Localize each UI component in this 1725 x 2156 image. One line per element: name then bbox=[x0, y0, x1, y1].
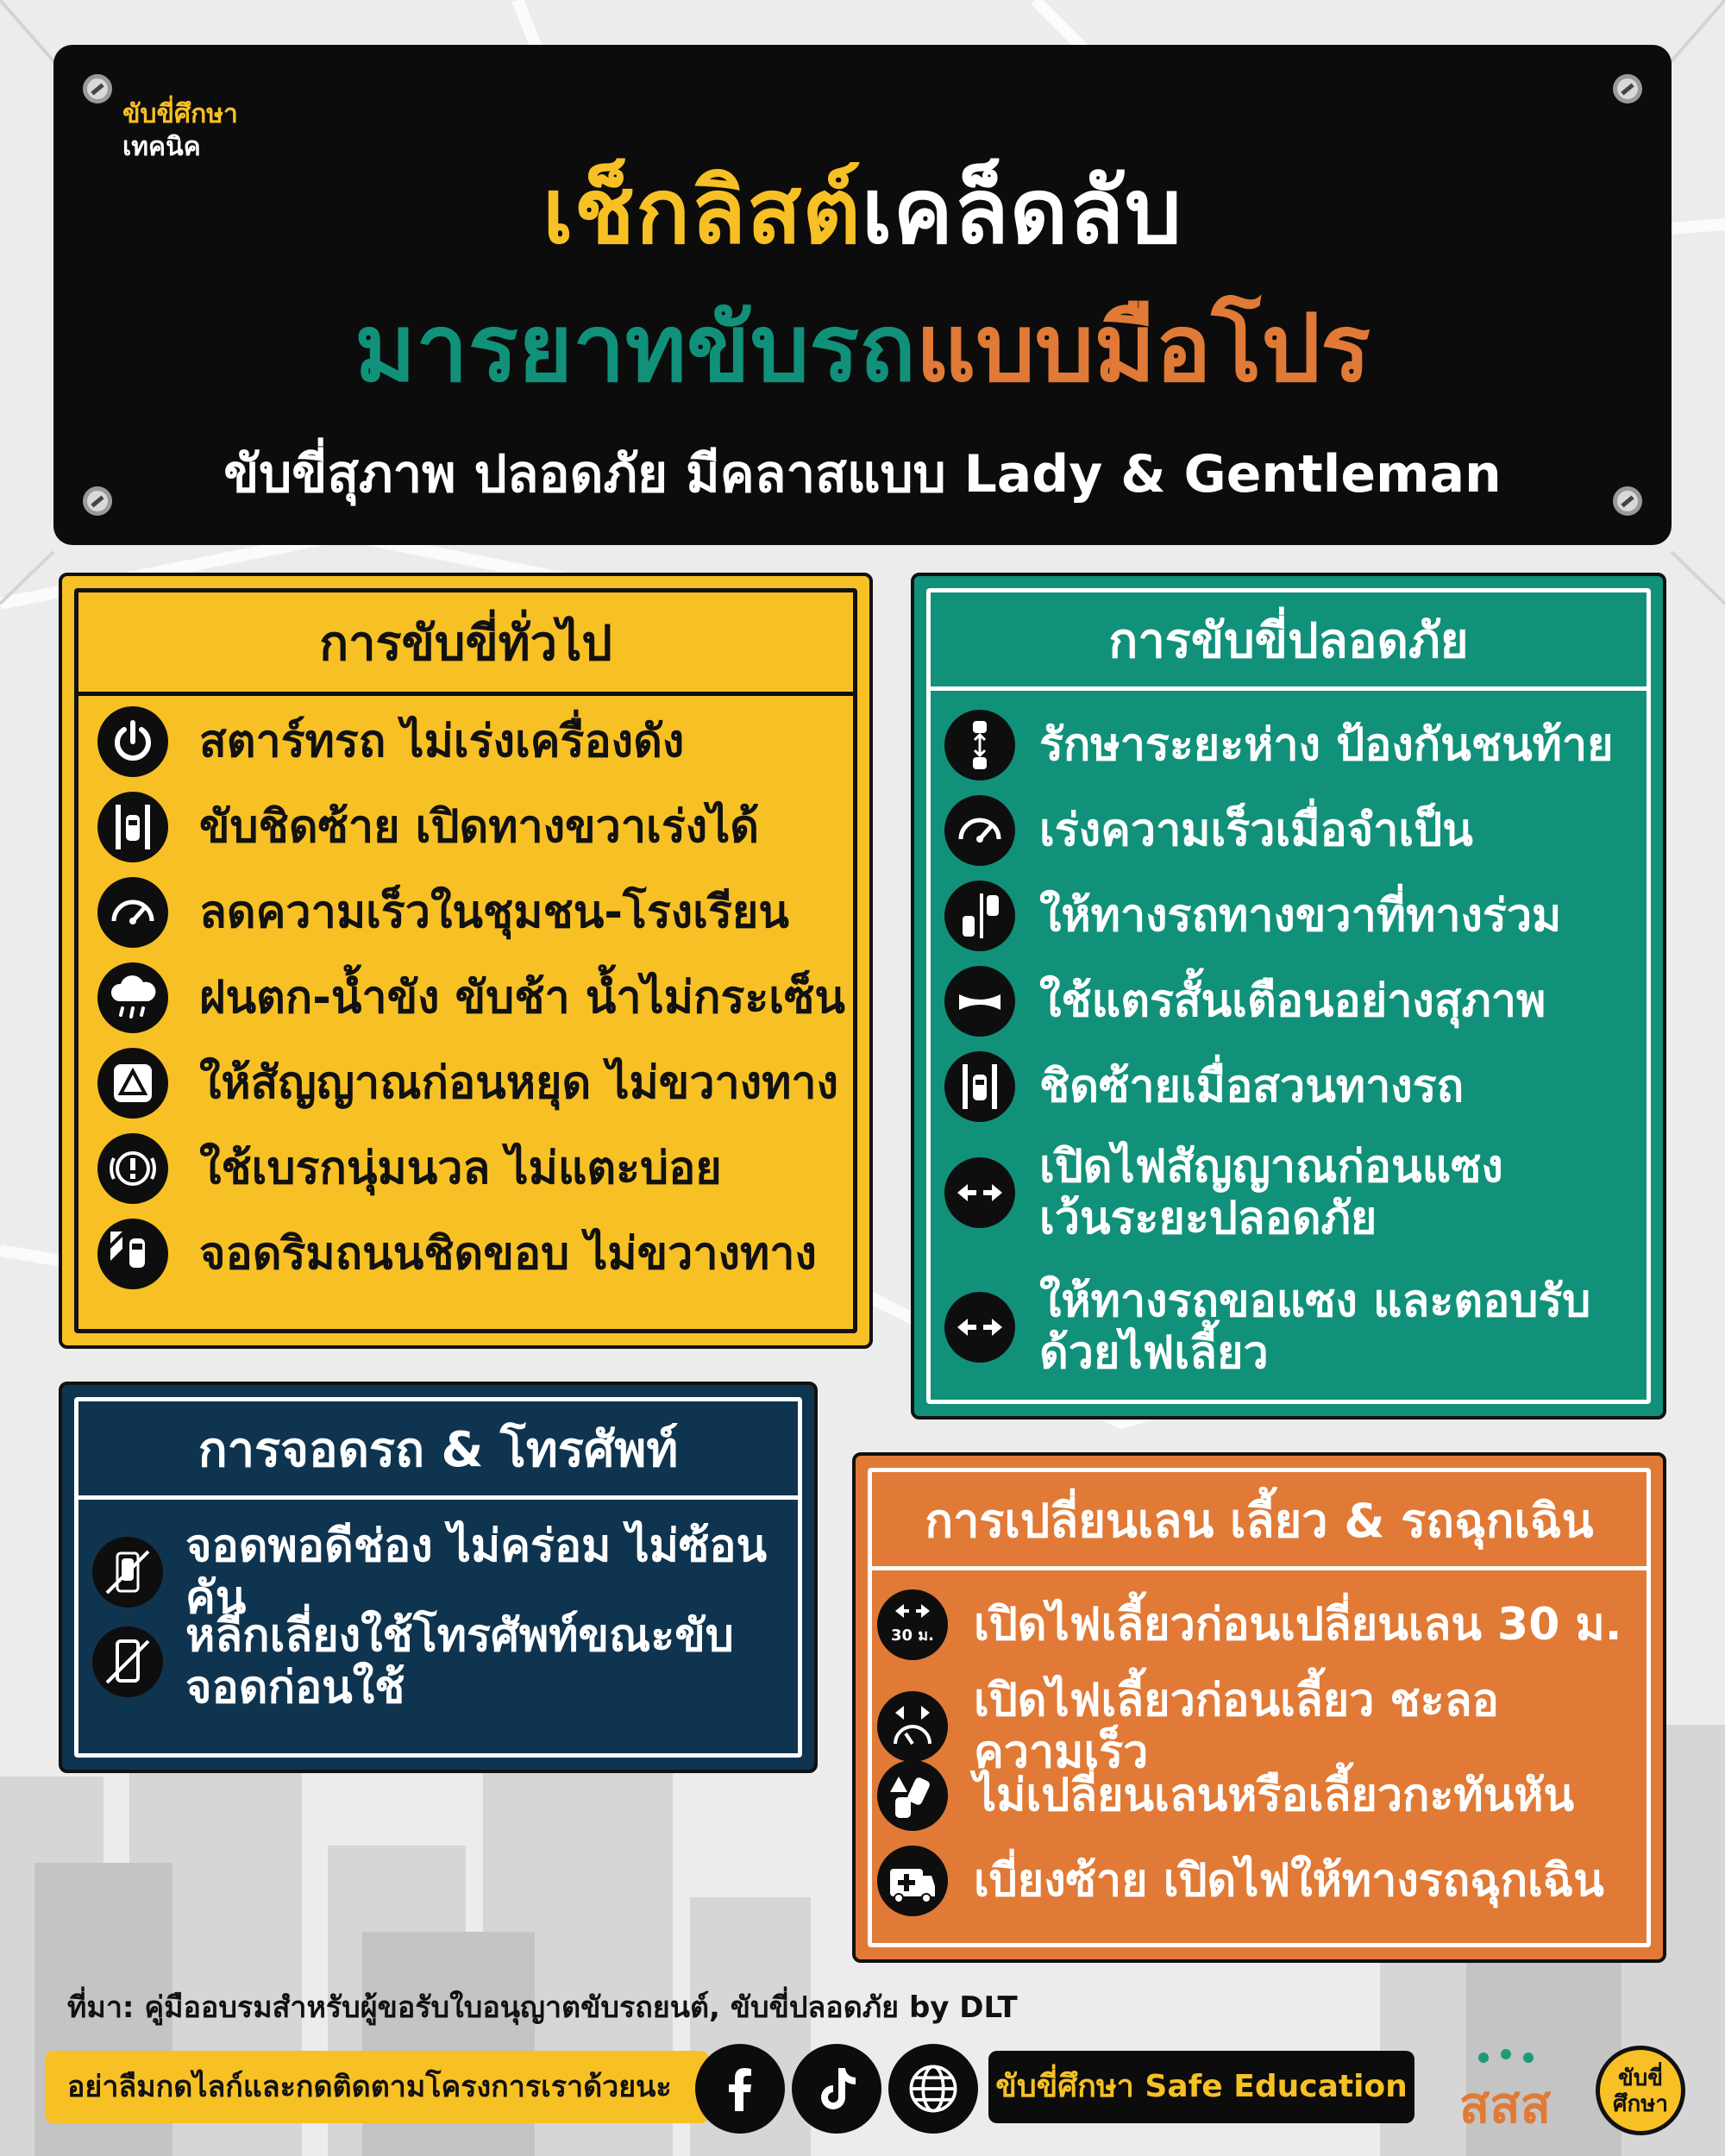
ambulance-icon bbox=[877, 1846, 948, 1916]
list-item bbox=[92, 1520, 798, 1624]
list-item bbox=[97, 706, 853, 777]
item-label: รักษาระยะห่าง ป้องกันชนท้าย bbox=[1039, 719, 1614, 771]
list-item bbox=[944, 1275, 1647, 1379]
car-lane-icon bbox=[97, 792, 168, 862]
merge-icon bbox=[944, 881, 1015, 951]
item-label: เปิดไฟสัญญาณก่อนแซง bbox=[1039, 1141, 1503, 1193]
badge-line2: ศึกษา bbox=[1613, 2091, 1668, 2117]
park-curb-icon bbox=[97, 1219, 168, 1289]
list-item bbox=[944, 1141, 1647, 1244]
item-label: ให้ทางรถขอแซง และตอบรับ bbox=[1039, 1275, 1591, 1327]
item-label: ให้ทางรถทางขวาที่ทางร่วม bbox=[1039, 890, 1562, 942]
list-item bbox=[944, 966, 1647, 1037]
safe-education-badge bbox=[1596, 2046, 1685, 2135]
logo-line2: เทคนิค bbox=[122, 132, 201, 162]
list-item bbox=[877, 1589, 1647, 1660]
badge-line1: ขับขี่ bbox=[1617, 2065, 1664, 2091]
distance-icon bbox=[944, 710, 1015, 780]
general-heading: การขับขี่ทั่วไป bbox=[78, 592, 853, 696]
rain-cloud-icon bbox=[97, 962, 168, 1033]
list-item bbox=[877, 1846, 1647, 1916]
list-item bbox=[92, 1610, 798, 1714]
no-double-park-icon bbox=[92, 1537, 163, 1608]
no-phone-icon bbox=[92, 1626, 163, 1697]
source-note: ที่มา: คู่มืออบรมสำหรับผู้ขอรับใบอนุญาตขับรถยนต์, ขับขี่ปลอดภัย by DLT bbox=[67, 1990, 1018, 2025]
globe-icon[interactable] bbox=[888, 2044, 978, 2134]
list-item bbox=[944, 710, 1647, 780]
brake-warning-icon bbox=[97, 1133, 168, 1204]
lane-heading: การเปลี่ยนเลน เลี้ยว & รถฉุกเฉิน bbox=[872, 1472, 1647, 1570]
speedometer-icon bbox=[97, 877, 168, 948]
item-label: ลดความเร็วในชุมชน-โรงเรียน bbox=[199, 887, 789, 938]
list-item bbox=[97, 962, 853, 1033]
header-banner bbox=[53, 45, 1672, 545]
list-item bbox=[97, 1133, 853, 1204]
sss-logo-text: สสส bbox=[1458, 2076, 1552, 2134]
item-label: เร่งความเร็วเมื่อจำเป็น bbox=[1039, 805, 1473, 856]
list-item bbox=[944, 881, 1647, 951]
page-title-line1 bbox=[53, 140, 1672, 282]
parking-heading: การจอดรถ & โทรศัพท์ bbox=[78, 1401, 798, 1500]
screw-icon bbox=[83, 74, 112, 103]
page-title-line2 bbox=[53, 273, 1672, 422]
turn-slow-icon bbox=[877, 1691, 948, 1762]
power-icon bbox=[97, 706, 168, 777]
turn-signal-icon bbox=[944, 1292, 1015, 1363]
safe-driving-panel bbox=[911, 573, 1666, 1420]
list-item bbox=[944, 1051, 1647, 1122]
list-item bbox=[97, 877, 853, 948]
title-part1: เช็กลิสต์ bbox=[543, 159, 862, 264]
item-label: ชิดซ้ายเมื่อสวนทางรถ bbox=[1039, 1061, 1465, 1112]
hazard-icon bbox=[97, 1048, 168, 1119]
follow-bar: อย่าลืมกดไลก์และกดติดตามโครงการเราด้วยนะ bbox=[45, 2051, 709, 2123]
list-item bbox=[877, 1760, 1647, 1831]
item-label: จอดพอดีช่อง ไม่คร่อม ไม่ซ้อนคัน bbox=[185, 1520, 768, 1624]
turn-signal-icon bbox=[944, 1157, 1015, 1228]
lane-change-panel bbox=[852, 1452, 1666, 1963]
title-part2: เคล็ดลับ bbox=[861, 159, 1182, 264]
item-label: เบี่ยงซ้าย เปิดไฟให้ทางรถฉุกเฉิน bbox=[974, 1855, 1604, 1907]
title2-part1: มารยาทขับรถ bbox=[354, 295, 916, 403]
item-label-line2: เว้นระยะปลอดภัย bbox=[1039, 1193, 1377, 1244]
parking-phone-panel bbox=[59, 1382, 818, 1773]
speedometer-icon bbox=[944, 795, 1015, 866]
item-label: ไม่เปลี่ยนเลนหรือเลี้ยวกะทันหัน bbox=[974, 1770, 1575, 1821]
horn-icon bbox=[944, 966, 1015, 1037]
tiktok-icon[interactable] bbox=[792, 2044, 881, 2134]
list-item bbox=[944, 795, 1647, 866]
item-label: ขับชิดซ้าย เปิดทางขวาเร่งได้ bbox=[199, 801, 760, 853]
logo-line1: ขับขี่ศึกษา bbox=[122, 99, 238, 129]
screw-icon bbox=[1613, 74, 1642, 103]
item-label: ใช้เบรกนุ่มนวล ไม่แตะบ่อย bbox=[199, 1143, 722, 1194]
facebook-icon[interactable] bbox=[695, 2044, 785, 2134]
item-label: สตาร์ทรถ ไม่เร่งเครื่องดัง bbox=[199, 716, 685, 768]
general-driving-panel bbox=[59, 573, 873, 1349]
title2-part2: แบบมือโปร bbox=[915, 295, 1371, 403]
item-label: ให้สัญญาณก่อนหยุด ไม่ขวางทาง bbox=[199, 1057, 838, 1109]
safe-heading: การขับขี่ปลอดภัย bbox=[931, 592, 1647, 691]
item-label: จอดริมถนนชิดขอบ ไม่ขวางทาง bbox=[199, 1228, 817, 1280]
car-lane-icon bbox=[944, 1051, 1015, 1122]
item-label: ใช้แตรสั้นเตือนอย่างสุภาพ bbox=[1039, 975, 1546, 1027]
footer bbox=[0, 2035, 1725, 2156]
list-item bbox=[97, 1219, 853, 1289]
brand-bar: ขับขี่ศึกษา Safe Education bbox=[988, 2051, 1414, 2123]
crash-warning-icon bbox=[877, 1760, 948, 1831]
list-item bbox=[97, 792, 853, 862]
item-label: หลีกเลี่ยงใช้โทรศัพท์ขณะขับ bbox=[185, 1610, 734, 1662]
list-item bbox=[97, 1048, 853, 1119]
signal-30m-icon bbox=[877, 1589, 948, 1660]
item-label: ฝนตก-น้ำขัง ขับช้า น้ำไม่กระเซ็น bbox=[199, 972, 845, 1024]
item-label-line2: ด้วยไฟเลี้ยว bbox=[1039, 1327, 1269, 1379]
item-label: เปิดไฟเลี้ยวก่อนเปลี่ยนเลน 30 ม. bbox=[974, 1599, 1622, 1651]
item-label: เปิดไฟเลี้ยวก่อนเลี้ยว ชะลอความเร็ว bbox=[974, 1675, 1499, 1778]
page-subtitle: ขับขี่สุภาพ ปลอดภัย มีคลาสแบบ Lady & Gentleman bbox=[223, 444, 1502, 505]
thaihealth-logo bbox=[1449, 2047, 1561, 2142]
item-label-line2: จอดก่อนใช้ bbox=[185, 1662, 405, 1714]
